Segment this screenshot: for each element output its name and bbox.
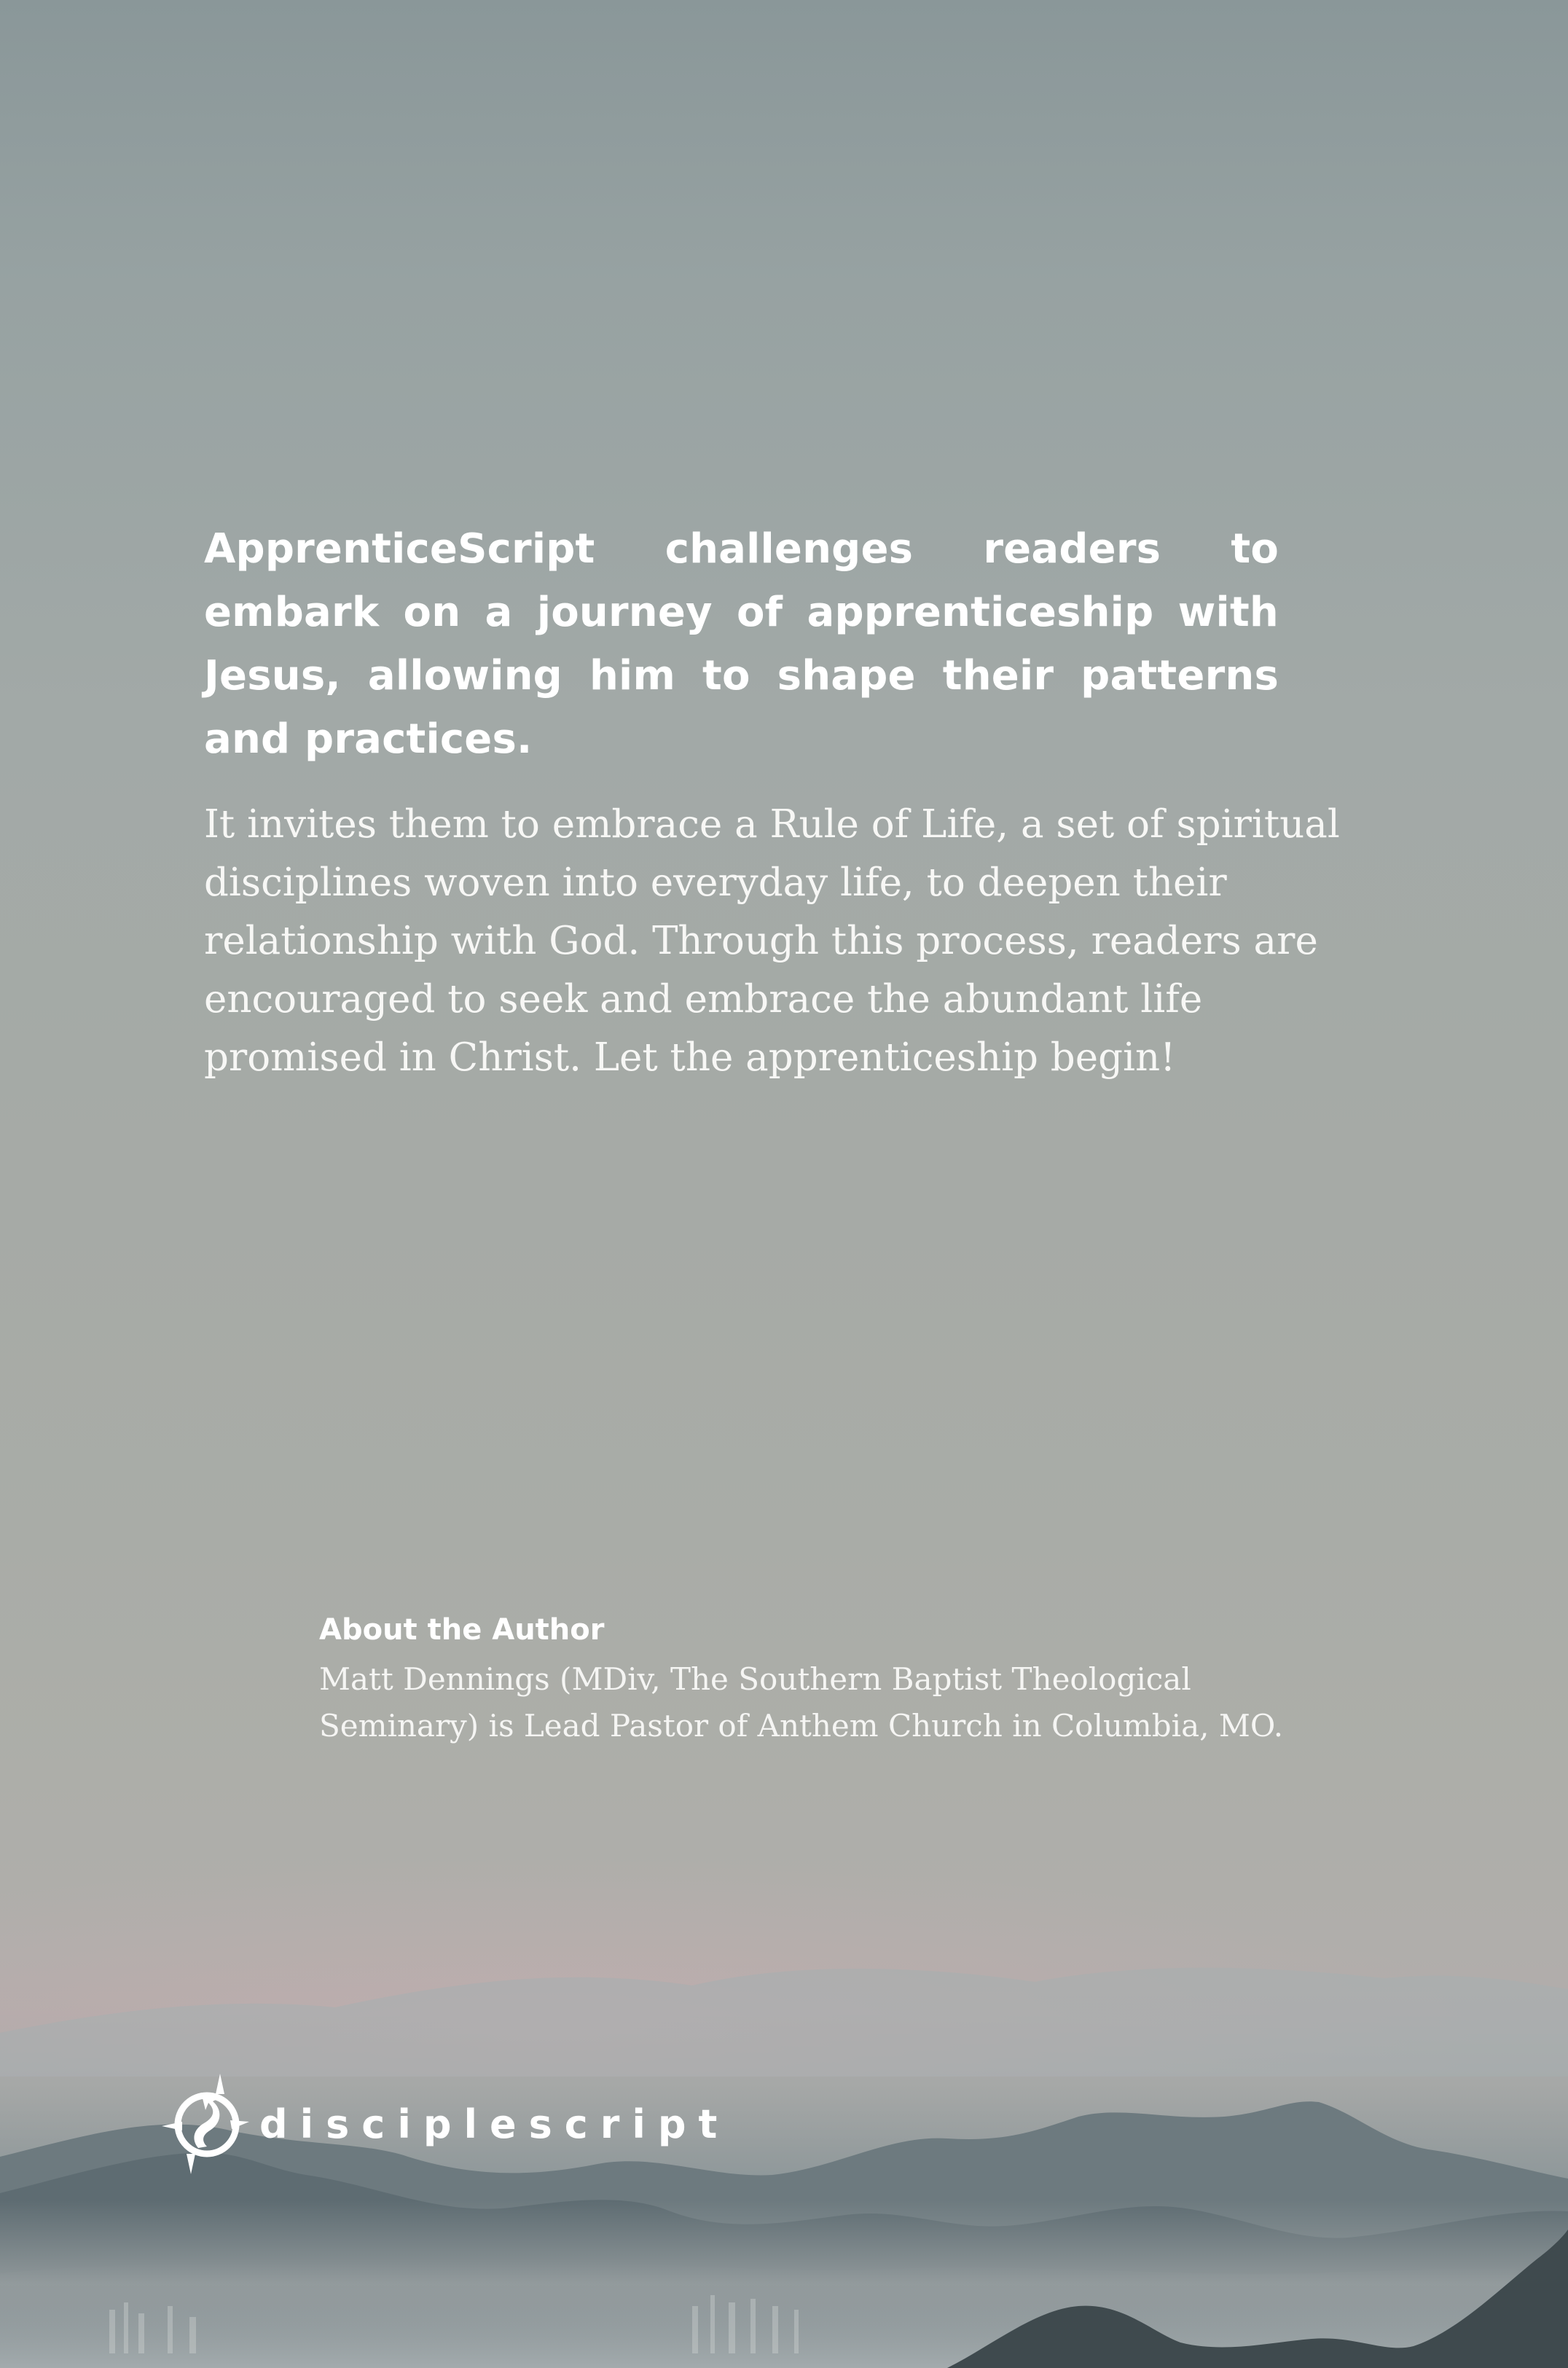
author-bio: Matt Dennings (MDiv, The Southern Baptist Theological Seminary) is Lead Pastor of Anthem Church in Columbia, MO. (319, 1661, 1284, 1744)
publisher-logo (162, 2069, 729, 2179)
description: It invites them to embrace a Rule of Life, a set of spiritual disciplines woven into everyday life, to deepen their relationship with God. Through this process, readers are encouraged to seek and embrace the abundant life promised in Christ. Let the apprenticeship begin! (204, 802, 1340, 1080)
about-author-section (319, 1607, 1354, 1749)
back-cover-copy (204, 517, 1341, 1087)
publisher-name: disciplescript (259, 2101, 730, 2147)
about-author-title: About the Author (319, 1613, 605, 1647)
headline: ApprenticeScript challenges readers to embark on a journey of apprenticeship with Jesus, allowing him to shape their patterns and practices. (204, 525, 1279, 763)
compass-arrow-icon (162, 2069, 252, 2179)
